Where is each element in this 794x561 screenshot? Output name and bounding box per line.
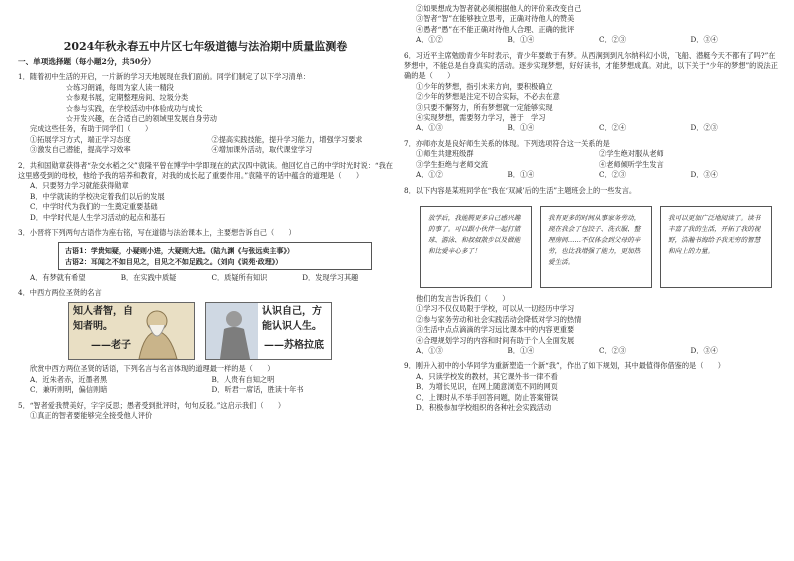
question-9 xyxy=(404,361,782,413)
q3-quote-box xyxy=(58,242,372,270)
q8-stem: 8．以下内容是某班同学在“我在‘双减’后的生活”主题班会上的一些发言。 xyxy=(404,185,637,195)
q4-images xyxy=(68,302,393,360)
question-2 xyxy=(18,161,393,223)
laozi-author: ——老子 xyxy=(91,340,131,352)
q1-option: ④增加课外活动，取代课堂学习 xyxy=(211,145,313,155)
q8-ask: 他们的发言告诉我们（ ） xyxy=(416,293,510,303)
q4-option: A．近朱者赤，近墨者黑 xyxy=(30,374,108,384)
q5-answer: B．①④ xyxy=(507,35,535,45)
q6-answer: B．①④ xyxy=(507,123,535,133)
q3-quote: 古语2：耳闻之不如目见之，目见之不如足践之。（刘向《说苑·政理》） xyxy=(65,256,283,266)
q7-option: ④老师倾听学生发言 xyxy=(599,159,664,169)
socrates-author: ——苏格拉底 xyxy=(264,340,324,352)
left-column xyxy=(18,0,393,421)
q9-stem: 9．刚升入初中的小华同学为重新塑造一个新“我”，作出了如下规划，其中最值得你借鉴的是（ ） xyxy=(404,361,725,371)
q9-option: A．只读学校发的教材，其它课外书一律不看 xyxy=(416,371,558,381)
q5-option: ②如果想成为智者就必须根据他人的评价来改变自己 xyxy=(416,4,582,13)
q8-speech-box: 我有更多的时间从事家务劳动，现在我会了包饺子、洗衣服、整理房间……不仅体会到父母的辛劳，也比我增强了能力，更加热爱生活。 xyxy=(540,206,652,288)
q5-option: ①真正的智者要能够完全接受他人评价 xyxy=(30,410,153,420)
q7-answer: A．①② xyxy=(416,170,443,180)
q6-option: ④实现梦想，需要努力学习，善于 学习 xyxy=(416,113,546,123)
question-6 xyxy=(404,51,782,134)
q1-options xyxy=(18,135,393,156)
q1-item: ☆开发兴趣，在合适自己的领域里发展自身劳动 xyxy=(66,114,217,124)
q8-answer: D．③④ xyxy=(690,345,718,355)
laozi-image xyxy=(68,302,195,360)
q6-option: ②少年的梦想是注定不切合实际，不必去在意 xyxy=(416,92,560,102)
q8-answer: B．①④ xyxy=(507,345,535,355)
q2-option: B．中学就读的学校决定着我们以后的发展 xyxy=(30,191,165,201)
q4-options xyxy=(18,375,393,396)
q6-answer: A．①③ xyxy=(416,123,443,133)
q7-option: ②学生绝对服从老师 xyxy=(599,149,664,159)
q7-answers xyxy=(404,170,782,180)
q9-option: D．积极参加学校组织的各种社会实践活动 xyxy=(416,402,552,412)
q7-option: ③学生拒绝与老师交流 xyxy=(416,159,488,169)
q6-stem: 6．习近平主席勉励青少年时表示，青少年要敢于有梦。从西涧到到凡尔纳科幻小说，飞船、潜艇今天不都有了吗?”在梦想中，不能总是自身真实的活动。逐步实现梦想，好好读书，才能梦想成真。对此，以下关于“少年的梦想”的说法正确的是（ ） xyxy=(404,50,778,81)
question-5 xyxy=(18,401,393,422)
q6-answer: D．②③ xyxy=(690,123,718,133)
socrates-quote-line: 能认识人生。 xyxy=(262,321,322,333)
q8-speech-box: 放学后，我能腾更多自己感兴趣的事了。可以跟小伙伴一起打篮球、游泳、和叔叔散步以及做能和比爱辛心多了！ xyxy=(420,206,532,288)
q8-option: ②参与家务劳动和社会实践活动会降低对学习的热情 xyxy=(416,314,582,324)
socrates-quote-line: 认识自己，方 xyxy=(262,306,322,318)
laozi-quote-line: 知者明。 xyxy=(73,321,113,333)
q7-answer: D．③④ xyxy=(690,170,718,180)
q3-option: C．质疑所有知识 xyxy=(211,272,268,282)
q6-option: ③只要不懈努力，所有梦想就一定能够实现 xyxy=(416,102,553,112)
socrates-image xyxy=(205,302,332,360)
q1-ask: 完成这些任务，有助于同学们（ ） xyxy=(30,124,153,134)
exam-title: 2024年秋永春五中片区七年级道德与法治期中质量监测卷 xyxy=(63,40,348,53)
q2-stem: 2．共和国勋章获得者“杂交水稻之父”袁隆平曾在博学中学即现在的武汉四中就读。他回忆自己的中学时光时说：“我在这里感受到的母校，他给予我的培养和教育，对我的成长起了重要作用。”袁隆平的话中蕴含的道理是（ ） xyxy=(18,160,393,181)
q1-option: ①拓展学习方式，端正学习态度 xyxy=(30,134,131,144)
q7-answer: C．②③ xyxy=(599,170,627,180)
q6-answers xyxy=(404,123,782,133)
q5-answers xyxy=(404,35,782,45)
q1-option: ②提高实践技能，提升学习能力，增强学习要求 xyxy=(211,134,363,144)
q1-item: ☆参观书展，定期整理房间、垃圾分类 xyxy=(66,93,189,103)
q2-option: C．中学时代为我们的一生奠定重要基础 xyxy=(30,202,158,212)
q6-answer: C．②④ xyxy=(599,123,627,133)
question-1 xyxy=(18,72,393,155)
q4-ask: 欣赏中西方两位圣贤的话语，下列名言与名言体现的道理最一样的是（ ） xyxy=(30,364,275,374)
q1-stem: 1．随着初中生活的开启，一片新的学习天地展现在我们面前。同学们制定了以下学习清单： xyxy=(18,72,311,82)
q4-option: C．兼听则明，偏信则暗 xyxy=(30,385,108,395)
q5-answer: D．③④ xyxy=(690,35,718,45)
q9-option: B．为增长见识，在网上随意浏览不同的网页 xyxy=(416,382,558,392)
q5-answer: A．①② xyxy=(416,35,443,45)
question-8 xyxy=(404,186,782,357)
q7-options xyxy=(404,149,782,170)
right-column xyxy=(404,4,782,413)
q7-stem: 7．亦师亦友是良好师生关系的体现。下列选项符合这一关系的是 xyxy=(404,138,610,148)
q5-option: ③智者“智”在能够独立思考，正确对待他人的赞美 xyxy=(416,14,575,24)
q1-item: ☆练习朗诵，每周为家人读一精段 xyxy=(66,82,174,92)
q6-option: ①少年的梦想，指引未来方向，要积极确立 xyxy=(416,81,553,91)
q5-answer: C．②③ xyxy=(599,35,627,45)
laozi-quote-line: 知人者智，自 xyxy=(73,306,133,318)
q8-answers xyxy=(404,346,782,356)
q8-speech-box: 我可以更加广泛地阅读了。读书丰富了我的生活，开拓了我的视野，浩瀚书海给予我无穷的智慧和向上的力量。 xyxy=(660,206,772,288)
q3-stem: 3．小晋将下列两句古语作为座右铭，写在道德与法治课本上，主要想告诉自己（ ） xyxy=(18,228,296,238)
q3-option: D．发现学习其趣 xyxy=(302,272,359,282)
q4-stem: 4．中西方两位圣贤的名言 xyxy=(18,287,102,297)
q8-option: ④合理规划学习的内容和时间有助于个人全面发展 xyxy=(416,335,575,345)
q3-quote: 古语1：学贵知疑，小疑则小进，大疑则大进。（陆九渊《与张远卖主事》） xyxy=(65,245,294,255)
q5-option: ④愚者“愚”在不能正确对待他人合理、正确的批评 xyxy=(416,24,575,34)
question-7 xyxy=(404,139,782,181)
question-3 xyxy=(18,228,393,283)
q4-option: B．人贵有自知之明 xyxy=(211,374,275,384)
q3-option: B．在实践中质疑 xyxy=(120,272,177,282)
q2-option: A．只要努力学习就能获得勋章 xyxy=(30,181,129,191)
q3-options xyxy=(18,273,393,283)
q8-option: ①学习不仅仅局限于学校，可以从一切经历中学习 xyxy=(416,304,575,314)
q7-answer: B．①④ xyxy=(507,170,535,180)
q1-option: ③激发自己潜能，提高学习效率 xyxy=(30,145,131,155)
section-heading: 一、单项选择题（每小题2分，共50分） xyxy=(18,57,156,66)
q8-speech-row xyxy=(420,206,782,288)
q3-option: A．有梦就有希望 xyxy=(30,272,86,282)
q9-option: C．上课时从不举手回答问题，防止答案错误 xyxy=(416,392,559,402)
q1-item: ☆参与实践，在学校活动中体验成功与成长 xyxy=(66,103,203,113)
q5-stem: 5．“智者爱我赞美好，字字反思；愚者受到批评时，句句反驳。”这启示我们（ ） xyxy=(18,400,286,410)
q4-option: D．听君一席话，胜读十年书 xyxy=(211,385,304,395)
q7-option: ①师生共建班级群 xyxy=(416,149,474,159)
q8-option: ③生活中点点滴滴的学习远比课本中的内容更重要 xyxy=(416,325,575,335)
q8-answer: C．②③ xyxy=(599,345,627,355)
question-4 xyxy=(18,288,393,396)
q2-option: D．中学时代是人生学习活动的起点和基石 xyxy=(30,212,166,222)
q8-answer: A．①③ xyxy=(416,345,443,355)
